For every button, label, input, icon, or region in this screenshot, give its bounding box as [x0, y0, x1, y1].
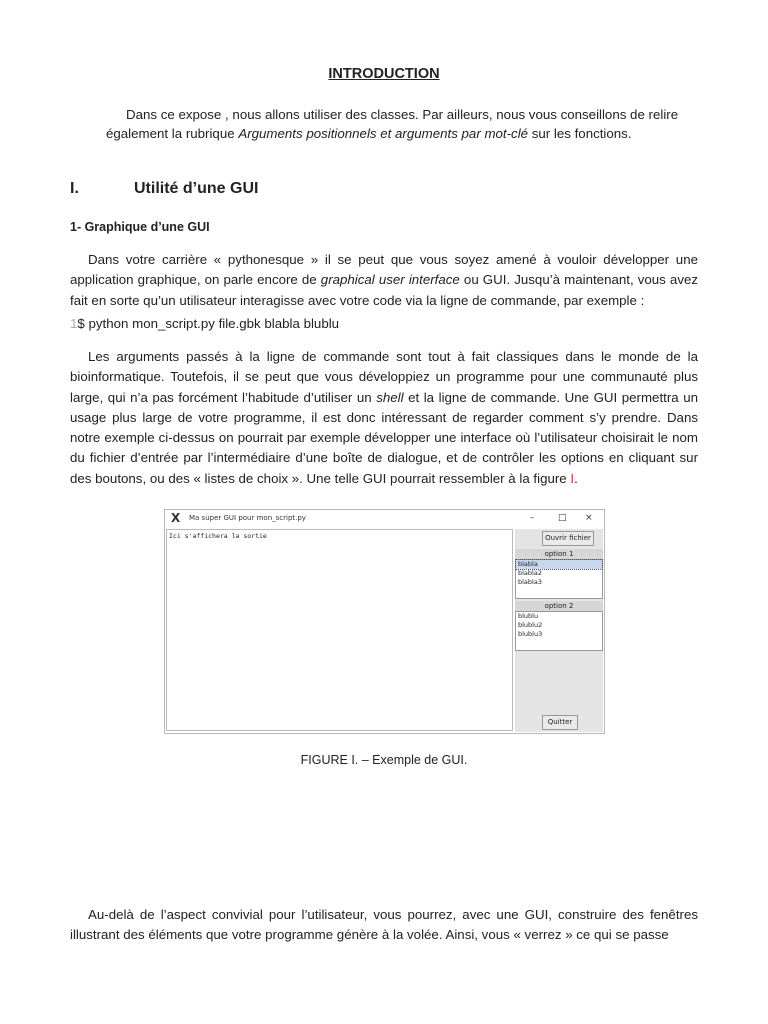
section-number: I.	[70, 180, 79, 197]
window-titlebar	[165, 510, 604, 527]
paragraph-1	[70, 250, 698, 311]
option-2-list	[515, 611, 603, 651]
quit-button: Quitter	[542, 715, 578, 730]
paragraph-1-text-end: ou GUI. Jusqu’à maintenant, vous avez fait en sorte qu’un utilisateur interagisse avec votre code via la ligne de commande, par exemple :	[70, 272, 699, 308]
option-2-label: option 2	[515, 601, 603, 611]
intro-text-end: sur les fonctions.	[528, 126, 632, 141]
close-icon: ×	[585, 513, 593, 523]
intro-line-1: Dans ce expose , nous allons utiliser des classes. Par ailleurs, nous vous conseillons de relire	[126, 107, 679, 122]
intro-text: également la rubrique	[106, 126, 239, 141]
options-panel	[515, 529, 603, 732]
gui-figure	[164, 509, 605, 734]
maximize-icon: □	[558, 513, 567, 523]
section-heading	[70, 180, 258, 198]
paragraph-1-emphasis: graphical user interface	[320, 272, 460, 288]
paragraph-2-text-mid: et la ligne de commande. Une GUI permettra un usage plus large de votre programme, il est donc intéressant de regarder comment s’y prendre. Dans notre exemple ci-dessus on pourrait par exemple développer une interface où l’utilisateur choisirait le nom du fichier d’entrée par l’intermédiaire d’une boîte de dialogue, et de contrôler les options en cliquant sur des boutons, ou des « listes de choix ». Une telle GUI pourrait ressembler à la figure	[70, 389, 698, 486]
section-title: Utilité d’une GUI	[134, 180, 259, 197]
open-file-button: Ouvrir fichier	[542, 531, 594, 546]
paragraph-1-text: Dans votre carrière « pythonesque » il se peut que vous soyez amené à vouloir développer une application graphique, on parle encore de	[70, 252, 698, 288]
page-title: INTRODUCTION	[328, 66, 440, 82]
intro-emphasis: Arguments positionnels et arguments par mot-clé	[238, 126, 529, 141]
paragraph-3: Au-delà de l’aspect convivial pour l’utilisateur, vous pourrez, avec une GUI, construire des fenêtres illustrant des éléments que votre programme génère à la volée. Ainsi, vous « verrez » ce qui se passe	[70, 907, 698, 943]
code-line-number: 1	[70, 316, 78, 331]
subsection-heading: 1- Graphique d’une GUI	[70, 220, 210, 234]
list-item: blublu3	[518, 630, 543, 638]
paragraph-2-emphasis: shell	[376, 389, 404, 405]
figure-reference: I	[570, 470, 575, 486]
paragraph-2	[70, 347, 698, 489]
intro-line-2	[106, 124, 706, 143]
app-logo-icon: X	[171, 511, 181, 525]
code-line	[70, 316, 339, 331]
list-item: blublu2	[518, 621, 543, 629]
list-item: blabla3	[518, 578, 542, 586]
intro-paragraph	[106, 105, 706, 143]
window-title: Ma super GUI pour mon_script.py	[189, 514, 306, 522]
list-item: blabla	[516, 560, 602, 569]
paragraph-2-end: .	[574, 470, 578, 486]
option-1-label: option 1	[515, 549, 603, 559]
paragraph-2-text: Les arguments passés à la ligne de commande sont tout à fait classiques dans le monde de la bioinformatique. Toutefois, il se peut que vous développiez un programme pour une communauté plus large, qui n’a pas forcément l’habitude d’utiliser un	[70, 349, 698, 405]
code-text: $ python mon_script.py file.gbk blabla blublu	[77, 316, 340, 331]
list-item: blabla2	[518, 569, 542, 577]
option-1-list	[515, 559, 603, 599]
figure-caption: FIGURE I. – Exemple de GUI.	[300, 753, 468, 767]
list-item: blublu	[518, 612, 539, 620]
minimize-icon: –	[530, 513, 535, 523]
output-text-area: Ici s'affichera la sortie	[166, 529, 513, 731]
